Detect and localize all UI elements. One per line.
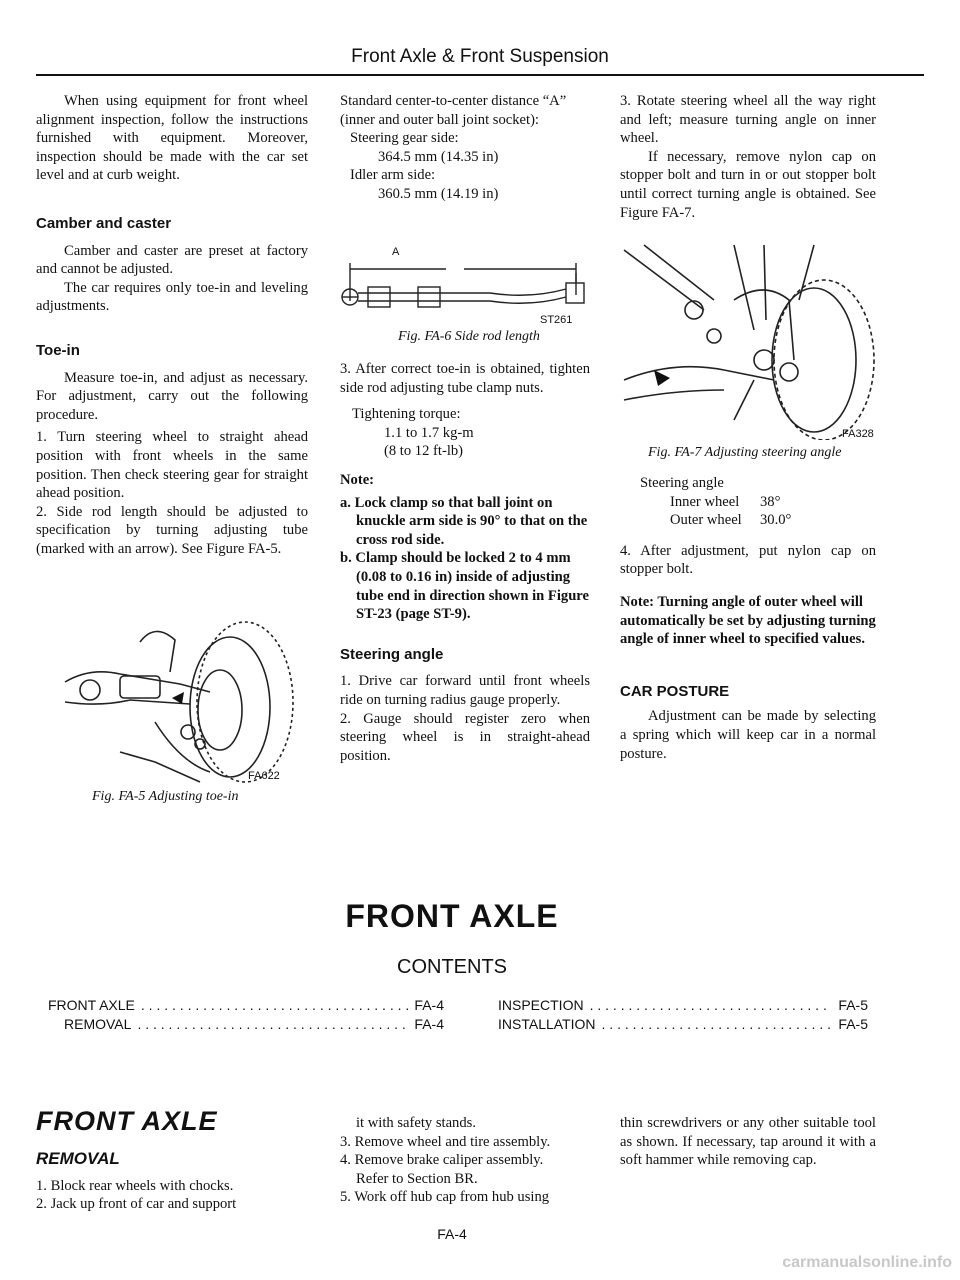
steering-angle-heading: Steering angle [340,645,444,663]
contents-heading: CONTENTS [397,956,507,978]
steering-step-3: 3. Rotate steering wheel all the way right and left; measure turning angle on inner wheel. [620,93,876,147]
toc-entry-page: FA-5 [838,997,868,1013]
bottom-column-middle [340,1114,590,1207]
torque-value-metric: 1.1 to 1.7 kg-m [384,424,474,441]
outer-wheel-value: 30.0° [760,512,792,529]
note-a: a. Lock clamp so that ball joint on knuckle arm side is 90° to that on the cross rod side. [340,494,588,548]
toein-paragraph: Measure toe-in, and adjust as necessary. For adjustment, carry out the following procedure. [36,369,308,423]
inner-wheel-value: 38° [760,493,781,510]
bottom-section-title: FRONT AXLE [36,1106,218,1136]
page-header-title: Front Axle & Front Suspension [351,46,609,67]
column-right [620,92,876,222]
section-title: FRONT AXLE [345,898,559,934]
steering-step-1: 1. Drive car forward until front wheels ride on turning radius gauge properly. [340,673,590,708]
inner-wheel-row [620,493,876,512]
camber-paragraph-1: Camber and caster are preset at factory and cannot be adjusted. [36,242,308,278]
column-middle [340,92,590,204]
toc-right [498,996,868,1034]
steering-step-2: 2. Gauge should register zero when steering wheel is in straight-ahead position. [340,710,590,764]
toc-entry[interactable] [498,996,868,1015]
toc-left [48,996,444,1034]
toc-entry[interactable] [498,1015,868,1034]
figure-fa7-illustration [614,240,880,440]
toc-entry-page: FA-4 [414,1016,444,1032]
figure-fa6-code: ST261 [540,314,573,326]
camber-paragraph-2: The car requires only toe-in and leveling adjustments. [36,279,308,315]
camber-heading: Camber and caster [36,214,172,232]
steering-step-4: 4. After adjustment, put nylon cap on stopper bolt. [620,542,876,578]
steering-step-3b: If necessary, remove nylon cap on stopper bolt and turn in or out stopper bolt until correct turning angle is obtained. See Figure FA-7. [620,148,876,221]
removal-step-5: 5. Work off hub cap from hub using [340,1189,550,1206]
toc-entry-label: FRONT AXLE [48,997,135,1013]
note-label: Note: [340,471,375,488]
figure-fa6-dimension: A [392,246,400,258]
removal-heading: REMOVAL [36,1149,120,1168]
column-middle-lower [340,360,590,765]
column-left [36,92,308,558]
figure-fa7-caption: Fig. FA-7 Adjusting steering angle [648,445,842,460]
steering-note: Note: Turning angle of outer wheel will automatically be set by adjusting turning angle of inner wheel to specified values. [620,593,876,648]
bottom-column-right [620,1114,876,1170]
bottom-column-left [36,1150,308,1214]
toc-entry[interactable] [48,996,444,1015]
removal-step-1: 1. Block rear wheels with chocks. [36,1177,234,1194]
idler-side-value: 360.5 mm (14.19 in) [378,185,499,202]
page-number: FA-4 [437,1226,467,1242]
toc-leader [141,996,409,1015]
car-posture-heading: CAR POSTURE [620,682,730,700]
note-b: b. Clamp should be locked 2 to 4 mm (0.08 to 0.16 in) inside of adjusting tube end in direction shown in Figure ST-23 (page ST-9). [340,550,590,623]
removal-step-5-cont: thin screwdrivers or any other suitable tool as shown. If necessary, tap around it with a soft hammer while removing cap. [620,1115,876,1169]
toc-entry-label: INSPECTION [498,997,584,1013]
toc-leader [602,1015,833,1034]
steering-angle-label: Steering angle [640,475,724,491]
figure-fa5-caption: Fig. FA-5 Adjusting toe-in [92,789,239,804]
removal-step-4: 4. Remove brake caliper assembly. [340,1152,544,1169]
car-posture-paragraph: Adjustment can be made by selecting a spring which will keep car in a normal posture. [620,708,876,762]
standard-distance-label: Standard center-to-center distance “A” (inner and outer ball joint socket): [340,93,567,128]
toein-step-1: 1. Turn steering wheel to straight ahead position with front wheels in the same position. Then check steering gear for straight ahead position. [36,429,308,502]
toein-heading: Toe-in [36,341,80,359]
outer-wheel-row [620,511,876,530]
gear-side-value: 364.5 mm (14.35 in) [378,148,499,165]
toc-leader [590,996,833,1015]
figure-fa6-illustration [340,255,590,315]
figure-fa6-caption: Fig. FA-6 Side rod length [398,329,540,344]
column-right-lower [620,474,876,763]
toc-entry-label: INSTALLATION [498,1016,596,1032]
toc-entry-page: FA-4 [414,997,444,1013]
toc-entry-page: FA-5 [838,1016,868,1032]
toein-step-3: 3. After correct toe-in is obtained, tighten side rod adjusting tube clamp nuts. [340,361,590,396]
toc-entry[interactable] [48,1015,444,1034]
idler-side-label: Idler arm side: [350,167,436,184]
figure-fa7-code: FA328 [842,428,874,440]
outer-wheel-label: Outer wheel [670,512,742,529]
removal-step-2-cont: it with safety stands. [356,1115,476,1131]
gear-side-label: Steering gear side: [350,130,459,147]
intro-paragraph: When using equipment for front wheel alignment inspection, follow the instructions furnished with equipment. Moreover, inspection should be made with the car set level and at curb weight. [36,93,308,184]
removal-step-3: 3. Remove wheel and tire assembly. [340,1133,551,1150]
toein-step-2: 2. Side rod length should be adjusted to specification by turning adjusting tube (marked with an arrow). See Figure FA-5. [36,503,308,557]
header-rule [36,74,924,76]
removal-step-2: 2. Jack up front of car and support [36,1196,237,1213]
figure-fa5-code: FA622 [248,770,280,782]
removal-step-4b: Refer to Section BR. [356,1170,478,1187]
torque-label: Tightening torque: [352,406,461,423]
torque-value-imperial: (8 to 12 ft-lb) [384,443,464,460]
watermark[interactable]: carmanualsonline.info [782,1254,952,1271]
toc-leader [137,1015,408,1034]
inner-wheel-label: Inner wheel [670,493,740,510]
toc-entry-label: REMOVAL [64,1016,132,1032]
